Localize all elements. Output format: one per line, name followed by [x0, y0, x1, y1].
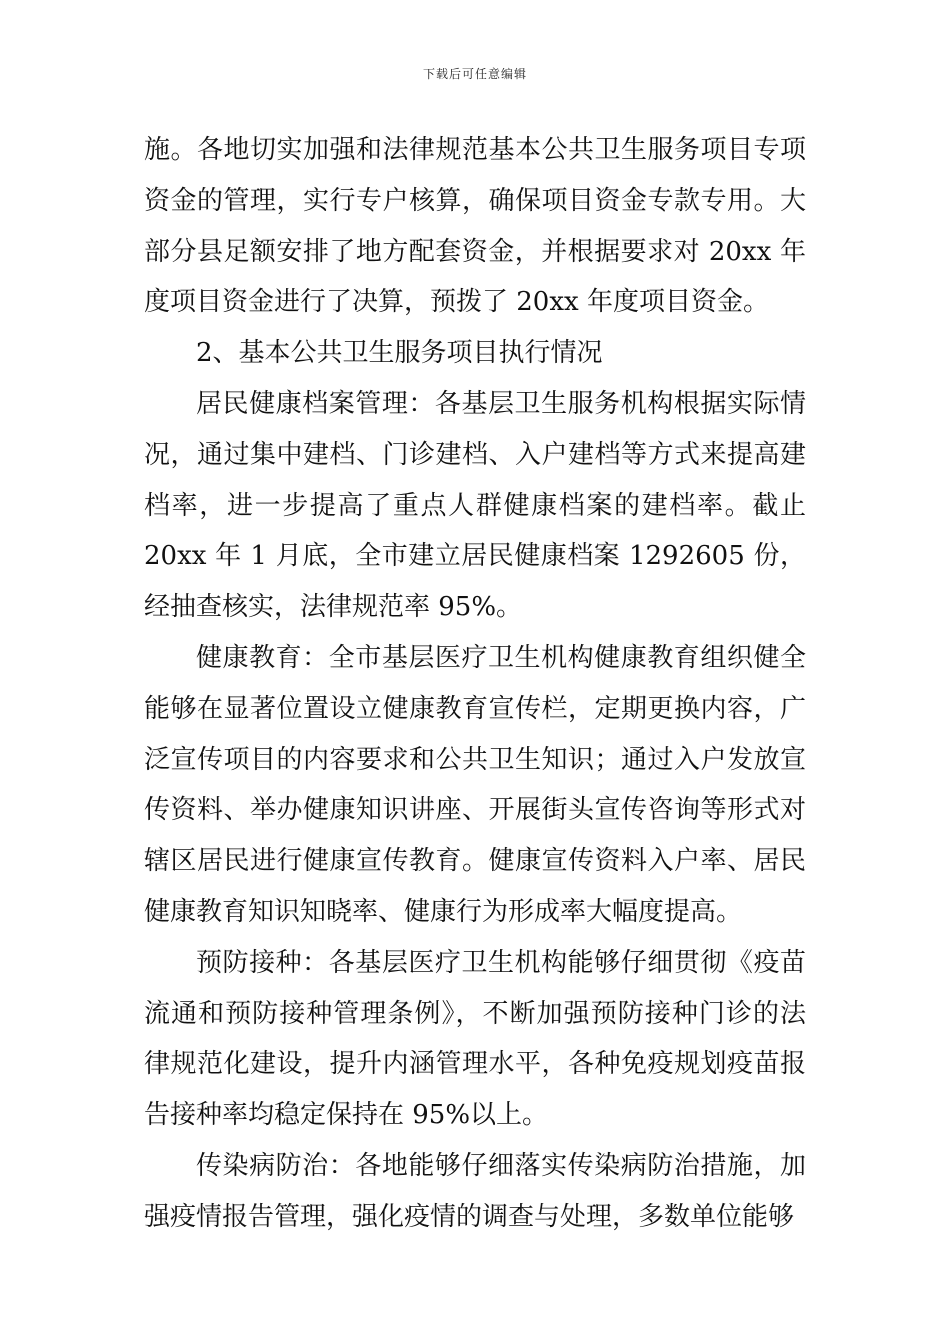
page-header: 下载后可任意编辑 — [422, 67, 527, 81]
paragraph-infectious-disease: 传染病防治：各地能够仔细落实传染病防治措施，加强疫情报告管理，强化疫情的调查与处理，多数单位能够 — [144, 1150, 806, 1232]
section-heading-project-execution: 2、基本公共卫生服务项目执行情况 — [196, 338, 603, 369]
paragraph-health-education: 健康教育：全市基层医疗卫生机构健康教育组织健全能够在显著位置设立健康教育宣传栏，定期更换内容，广泛宣传项目的内容要求和公共卫生知识；通过入户发放宣传资料、举办健康知识讲座、开展街头宣传咨询等形式对辖区居民进行健康宣传教育。健康宣传资料入户率、居民健康教育知识知晓率、健康行为形成率大幅度提高。 — [144, 642, 806, 927]
paragraph-health-records: 居民健康档案管理：各基层卫生服务机构根据实际情况，通过集中建档、门诊建档、入户建档等方式来提高建档率，进一步提高了重点人群健康档案的建档率。截止 20xx 年 1 月底，全市建立居民健康档案 1292605 份，经抽查核实，法律规范率 95%。 — [144, 388, 806, 623]
document-body — [144, 125, 806, 1243]
paragraph-vaccination: 预防接种：各基层医疗卫生机构能够仔细贯彻《疫苗流通和预防接种管理条例》，不断加强预防接种门诊的法律规范化建设，提升内涵管理水平，各种免疫规划疫苗报告接种率均稳定保持在 95%以上。 — [144, 947, 806, 1131]
paragraph-funding-management: 施。各地切实加强和法律规范基本公共卫生服务项目专项资金的管理，实行专户核算，确保项目资金专款专用。大部分县足额安排了地方配套资金，并根据要求对 20xx 年度项目资金进行了决算，预拨了 20xx 年度项目资金。 — [144, 135, 806, 318]
